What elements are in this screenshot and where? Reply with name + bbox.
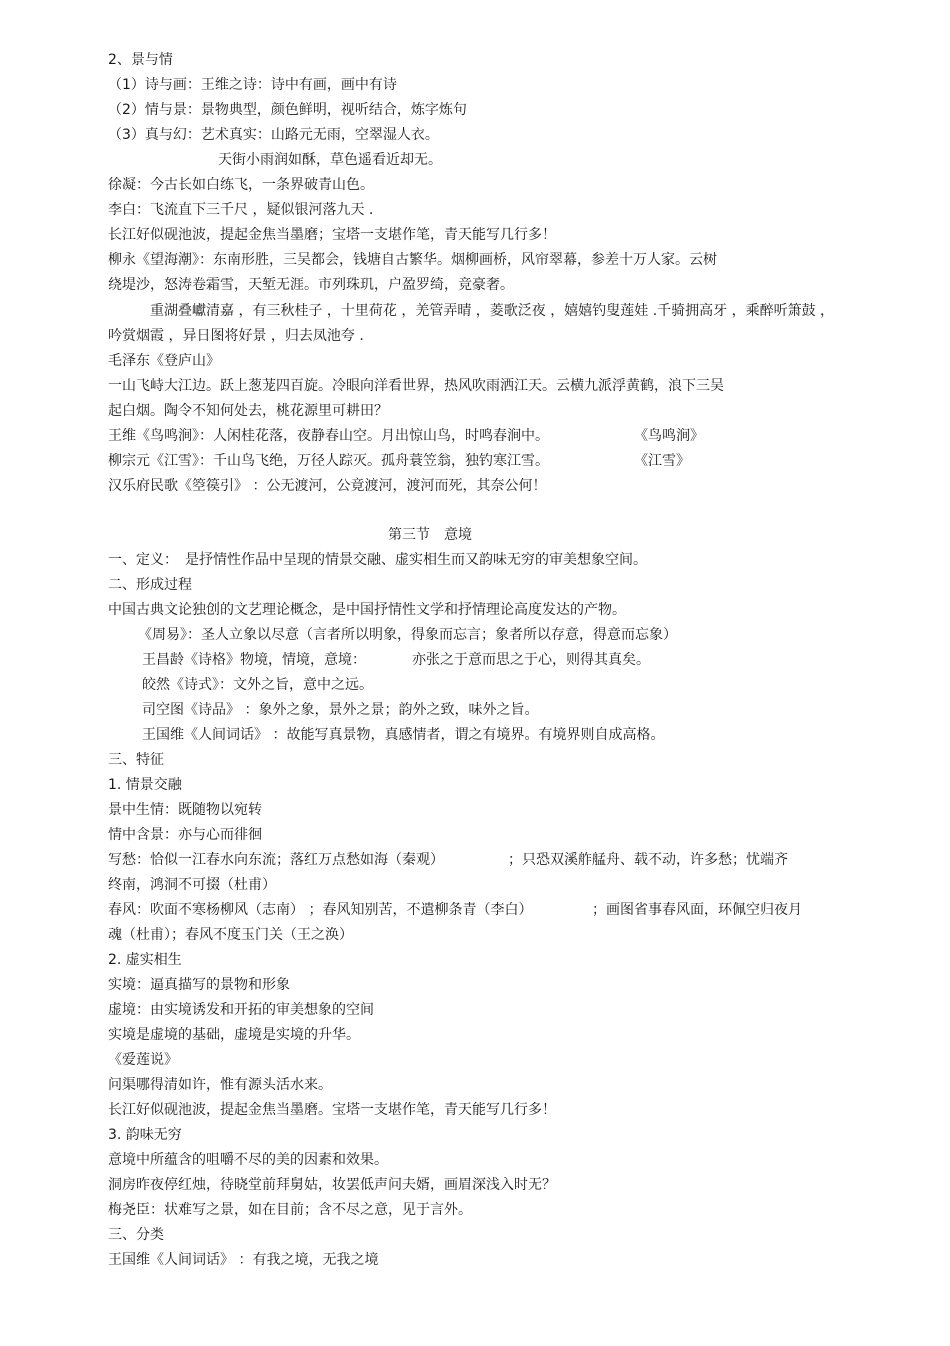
- text-line: 三、分类: [108, 1227, 164, 1243]
- text-line: 起白烟。陶令不知何处去，桃花源里可耕田？: [108, 403, 388, 419]
- text-line: 长江好似砚池波，提起金焦当墨磨。宝塔一支堪作笔，青天能写几行多！: [108, 1102, 556, 1118]
- text-line: 中国古典文论独创的文艺理论概念，是中国抒情性文学和抒情理论高度发达的产物。: [108, 602, 626, 618]
- text-line: 王国维《人间词话》 ：故能写真景物，真感情者，谓之有境界。有境界则自成高格。: [142, 727, 665, 743]
- text-line: 一山飞峙大江边。跃上葱茏四百旋。冷眼向洋看世界，热风吹雨洒江天。云横九派浮黄鹤，浪下三吴: [108, 378, 724, 394]
- text-line: 实境是虚境的基础，虚境是实境的升华。: [108, 1027, 360, 1043]
- text-line: 柳永《望海潮》：东南形胜，三吴都会，钱塘自古繁华。烟柳画桥，风帘翠幕，参差十万人家。云树: [108, 252, 717, 268]
- text-line: 李白：飞流直下三千尺 ，疑似银河落九天 .: [108, 202, 374, 218]
- text-line: 毛泽东《登庐山》: [108, 353, 220, 369]
- text-line: 终南，鸿洞不可掇（杜甫）: [108, 877, 276, 893]
- text-line: 王国维《人间词话》 ：有我之境，无我之境: [108, 1252, 379, 1268]
- section-title: 第三节 意境: [388, 527, 472, 543]
- text-line: 司空图《诗品》 ：象外之象，景外之景；韵外之致，味外之旨。: [142, 702, 539, 718]
- subheading: 2. 虚实相生: [108, 952, 182, 968]
- text-line: （2）情与景：景物典型，颜色鲜明，视听结合，炼字炼句: [108, 102, 467, 118]
- text-line: 《江雪》: [634, 453, 690, 469]
- text-line: 二、形成过程: [108, 577, 192, 593]
- text-line: 天街小雨润如酥，草色遥看近却无。: [218, 152, 442, 168]
- text-line: ；画图省事春风面，环佩空归夜月: [592, 902, 802, 918]
- text-line: 亦张之于意而思之于心，则得其真矣。: [412, 652, 650, 668]
- heading-jing-yu-qing: 2、景与情: [108, 52, 173, 68]
- text-line: 徐凝：今古长如白练飞，一条界破青山色。: [108, 177, 374, 193]
- text-line: 一、定义： 是抒情性作品中呈现的情景交融、虚实相生而又韵味无穷的审美想象空间。: [108, 552, 647, 568]
- text-line: 吟赏烟霞 ，异日图将好景 ，归去凤池夸 .: [108, 328, 364, 344]
- text-line: 意境中所蕴含的咀嚼不尽的美的因素和效果。: [108, 1152, 388, 1168]
- text-line: 写愁：恰似一江春水向东流；落红万点愁如海（秦观）: [108, 852, 444, 868]
- text-line: 春风：吹面不寒杨柳风（志南） ；春风知别苦，不遣柳条青（李白）: [108, 902, 533, 918]
- text-line: 景中生情：既随物以宛转: [108, 802, 262, 818]
- text-line: 绕堤沙，怒涛卷霜雪，天堑无涯。市列珠玑，户盈罗绮，竞豪奢。: [108, 277, 514, 293]
- text-line: 皎然《诗式》：文外之旨，意中之远。: [142, 677, 373, 693]
- text-line: 长江好似砚池波，提起金焦当墨磨；宝塔一支堪作笔，青天能写几行多！: [108, 227, 556, 243]
- text-line: （3）真与幻：艺术真实：山路元无雨，空翠湿人衣。: [108, 127, 439, 143]
- text-line: 三、特征: [108, 752, 164, 768]
- text-line: 洞房昨夜停红烛，待晓堂前拜舅姑，妆罢低声问夫婿，画眉深浅入时无？: [108, 1177, 556, 1193]
- text-line: 重湖叠巘清嘉 ，有三秋桂子 ，十里荷花 ，羌管弄晴 ，菱歌泛夜 ，嬉嬉钓叟莲娃 .千骑拥高牙 ，乘醉听箫鼓 ，: [150, 303, 835, 319]
- text-line: 柳宗元《江雪》：千山鸟飞绝，万径人踪灭。孤舟蓑笠翁，独钓寒江雪。: [108, 453, 549, 469]
- text-line: 《周易》：圣人立象以尽意（言者所以明象，得象而忘言；象者所以存意，得意而忘象）: [138, 627, 677, 643]
- subheading: 1. 情景交融: [108, 777, 182, 793]
- text-line: 汉乐府民歌《箜篌引》 ：公无渡河，公竟渡河，渡河而死，其奈公何！: [108, 478, 547, 494]
- text-line: （1）诗与画：王维之诗：诗中有画，画中有诗: [108, 77, 397, 93]
- text-line: 实境：逼真描写的景物和形象: [108, 977, 290, 993]
- text-line: 魂（杜甫）；春风不度玉门关（王之涣）: [108, 927, 353, 943]
- subheading: 3. 韵味无穷: [108, 1127, 182, 1143]
- text-line: 《鸟鸣涧》: [634, 428, 704, 444]
- text-line: 《爱莲说》: [108, 1052, 178, 1068]
- text-line: 情中含景：亦与心而徘徊: [108, 827, 262, 843]
- text-line: 虚境：由实境诱发和开拓的审美想象的空间: [108, 1002, 374, 1018]
- text-line: ；只恐双溪舴艋舟、载不动，许多愁；忧端齐: [508, 852, 788, 868]
- text-line: 王昌龄《诗格》物境，情境，意境：: [142, 652, 366, 668]
- text-line: 王维《鸟鸣涧》：人闲桂花落，夜静春山空。月出惊山鸟，时鸣春涧中。: [108, 428, 549, 444]
- text-line: 梅尧臣：状难写之景，如在目前；含不尽之意，见于言外。: [108, 1202, 472, 1218]
- text-line: 问渠哪得清如许，惟有源头活水来。: [108, 1077, 332, 1093]
